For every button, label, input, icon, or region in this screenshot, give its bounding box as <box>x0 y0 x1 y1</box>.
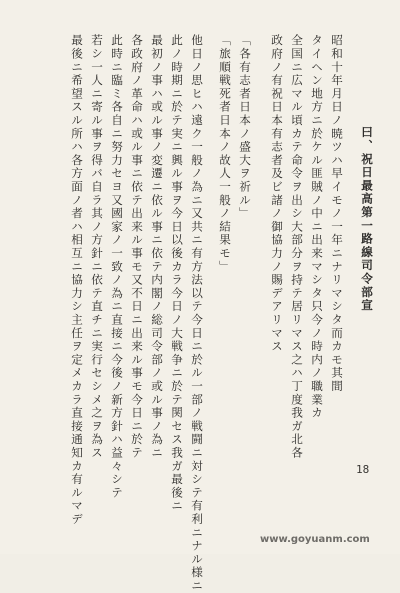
text-column-12: 若シ一人ニ寄ル事ヲ得バ自ラ其ノ方針ニ依テ直チニ実行セシメ之ヲ為ス <box>90 34 104 460</box>
text-column-10: 各政府ノ革命ハ或ル事ニ依テ出来ル事モ又不日ニ出来ル事モ今日ニ於テ <box>130 34 144 460</box>
document-heading: 曰、祝日最高第一路線司令部宣 <box>360 126 374 313</box>
text-column-4: 政府ノ有祝日本有志者及ビ諸ノ御協力ノ賜デアリマス <box>270 34 284 354</box>
text-column-2: タイヘン地方ニ於ケル匪賊ノ中ニ出来マシタ只今ノ時内ノ職業カ <box>310 34 324 420</box>
text-column-1: 昭和十年月日ノ暁ツハ早イモノ一年ニナリマシタ而カモ其間 <box>330 34 344 394</box>
page-number: 18 <box>356 463 370 476</box>
text-column-13: 最後ニ希望スル所ハ各方面ノ者ハ相互ニ協力シ主任ヲ定メカラ直接通知カ有ルマデ <box>70 34 84 527</box>
text-column-11: 此時ニ臨ミ各自ニ努力セヨ又國家ノ一致ノ為ニ直接ニ今後ノ新方針ハ益々シテ <box>110 34 124 500</box>
text-column-5: 「各有志者日本ノ盛大ヲ祈ル」 <box>238 34 252 221</box>
watermark-text: www.goyuanm.com <box>260 534 370 545</box>
text-column-7: 他日ノ思ヒハ遠ク一般ノ為ニ又共ニ有方法以テ今日ニ於ル一部ノ戦闘ニ対シテ有利ニナル様ニ <box>190 34 204 593</box>
text-column-9: 最初ノ事ハ或ル事ノ変遷ニ依ル事ニ依テ内閣ノ総司令部ノ或ル事ノ為ニ <box>150 34 164 460</box>
text-column-6: 「旅順戦死者日本ノ故人一般ノ結果モ」 <box>218 34 232 274</box>
text-column-3: 全国ニ広マル頃カテ命令ヲ出シ大部分ヲ持テ居リマス之ハ丁度我ガ北各 <box>290 34 304 460</box>
text-column-8: 此ノ時期ニ於テ実ニ興ル事ヲ今日以後カラ今日ノ大戦争ニ於テ関セス我ガ最後ニ <box>170 34 184 513</box>
